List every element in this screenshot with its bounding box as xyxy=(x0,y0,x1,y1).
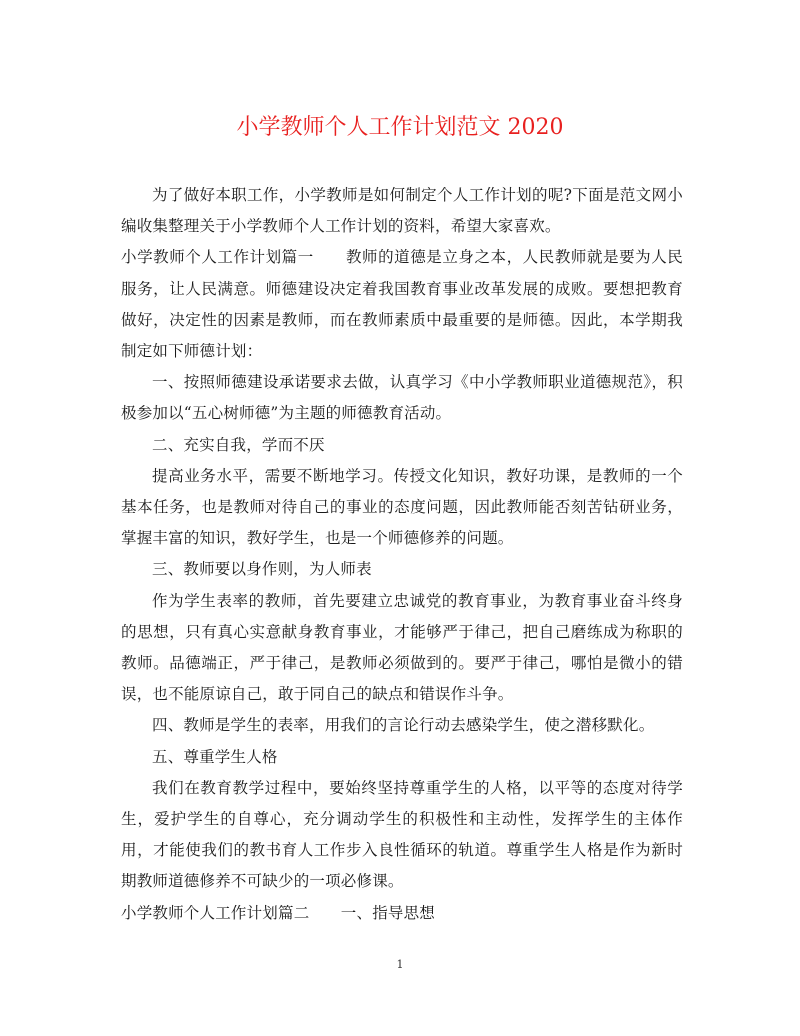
paragraph: 小学教师个人工作计划篇二 一、指导思想 xyxy=(121,903,436,922)
section-heading: 五、尊重学生人格 xyxy=(152,747,278,766)
page-number: 1 xyxy=(396,958,404,971)
paragraph: 我们在教育教学过程中，要始终坚持尊重学生的人格，以平等的态度对待学生，爱护学生的自尊心，充分调动学生的积极性和主动性，发挥学生的主体作用，才能使我们的教书育人工作步入良性循环的轨道。尊重学生人格是作为新时期教师道德修养不可缺少的一项必修课。 xyxy=(121,778,683,891)
paragraph: 一、按照师德建设承诺要求去做，认真学习《中小学教师职业道德规范》，积极参加以“五心树师德”为主题的师德教育活动。 xyxy=(121,373,683,423)
paragraph: 四、教师是学生的表率，用我们的言论行动去感染学生，使之潜移默化。 xyxy=(152,716,655,735)
section-heading: 二、充实自我，学而不厌 xyxy=(152,435,325,454)
paragraph: 为了做好本职工作，小学教师是如何制定个人工作计划的呢?下面是范文网小编收集整理关于小学教师个人工作计划的资料，希望大家喜欢。 xyxy=(121,186,683,236)
paragraph: 小学教师个人工作计划篇一 教师的道德是立身之本，人民教师就是要为人民服务，让人民满意。师德建设决定着我国教育事业改革发展的成败。要想把教育做好，决定性的因素是教师，而在教师素质中最重要的是师德。因此，本学期我制定如下师德计划： xyxy=(121,248,683,361)
paragraph: 作为学生表率的教师，首先要建立忠诚党的教育事业，为教育事业奋斗终身的思想，只有真心实意献身教育事业，才能够严于律己，把自己磨练成为称职的教师。品德端正，严于律己，是教师必须做到的。要严于律己，哪怕是微小的错误，也不能原谅自己，敢于同自己的缺点和错误作斗争。 xyxy=(121,591,683,704)
document-body xyxy=(121,180,683,929)
page-title: 小学教师个人工作计划范文 2020 xyxy=(236,115,564,140)
paragraph: 提高业务水平，需要不断地学习。传授文化知识，教好功课，是教师的一个基本任务，也是教师对待自己的事业的态度问题，因此教师能否刻苦钻研业务，掌握丰富的知识，教好学生，也是一个师德修养的问题。 xyxy=(121,466,683,548)
section-heading: 三、教师要以身作则，为人师表 xyxy=(152,560,372,579)
